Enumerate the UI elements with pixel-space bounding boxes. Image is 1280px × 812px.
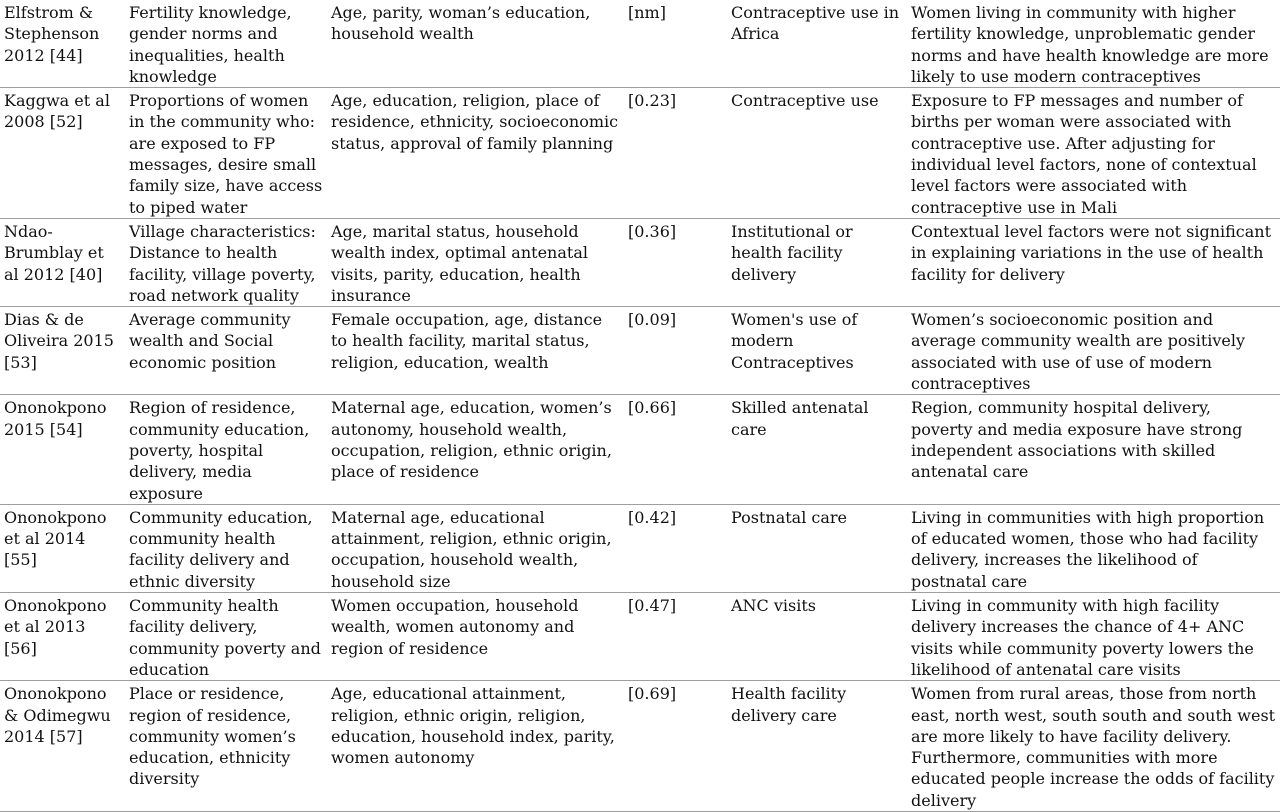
individual-factors-cell: Age, education, religion, place of residence, ethnicity, socioeconomic status, approval of family planning (327, 88, 624, 219)
table-row (0, 0, 1280, 88)
individual-factors-cell: Women occupation, household wealth, women autonomy and region of residence (327, 593, 624, 681)
context-factors-cell: Region of residence, community education, poverty, hospital delivery, media exposure (125, 395, 327, 504)
outcome-cell: Postnatal care (727, 504, 907, 592)
outcome-cell: Contraceptive use in Africa (727, 0, 907, 88)
context-factors-cell: Fertility knowledge, gender norms and inequalities, health knowledge (125, 0, 327, 88)
table-row (0, 593, 1280, 681)
individual-factors-cell: Age, marital status, household wealth index, optimal antenatal visits, parity, education, health insurance (327, 218, 624, 306)
individual-factors-cell: Maternal age, educational attainment, religion, ethnic origin, occupation, household wealth, household size (327, 504, 624, 592)
individual-factors-cell: Age, educational attainment, religion, ethnic origin, religion, education, household index, parity, women autonomy (327, 681, 624, 812)
finding-cell: Region, community hospital delivery, poverty and media exposure have strong independent associations with skilled antenatal care (907, 395, 1280, 504)
icc-cell: [0.23] (624, 88, 727, 219)
table-row (0, 504, 1280, 592)
context-factors-cell: Place or residence, region of residence, community women’s education, ethnicity diversity (125, 681, 327, 812)
study-cell: Dias & de Oliveira 2015 [53] (0, 307, 125, 395)
icc-cell: [0.69] (624, 681, 727, 812)
icc-cell: [0.42] (624, 504, 727, 592)
table-row (0, 307, 1280, 395)
finding-cell: Contextual level factors were not significant in explaining variations in the use of health facility for delivery (907, 218, 1280, 306)
finding-cell: Living in communities with high proportion of educated women, those who had facility delivery, increases the likelihood of postnatal care (907, 504, 1280, 592)
outcome-cell: Health facility delivery care (727, 681, 907, 812)
study-cell: Ononokpono et al 2014 [55] (0, 504, 125, 592)
icc-cell: [0.66] (624, 395, 727, 504)
finding-cell: Women from rural areas, those from north east, north west, south south and south west are more likely to have facility delivery. Furthermore, communities with more educated people increase the odds of facility delivery (907, 681, 1280, 812)
context-factors-cell: Community education, community health facility delivery and ethnic diversity (125, 504, 327, 592)
study-cell: Ononokpono 2015 [54] (0, 395, 125, 504)
table-row (0, 395, 1280, 504)
outcome-cell: Institutional or health facility delivery (727, 218, 907, 306)
icc-cell: [0.47] (624, 593, 727, 681)
individual-factors-cell: Maternal age, education, women’s autonomy, household wealth, occupation, religion, ethnic origin, place of residence (327, 395, 624, 504)
table-row (0, 218, 1280, 306)
outcome-cell: Contraceptive use (727, 88, 907, 219)
outcome-cell: Skilled antenatal care (727, 395, 907, 504)
outcome-cell: Women's use of modern Contraceptives (727, 307, 907, 395)
study-cell: Ononokpono et al 2013 [56] (0, 593, 125, 681)
study-cell: Ndao-Brumblay et al 2012 [40] (0, 218, 125, 306)
icc-cell: [0.36] (624, 218, 727, 306)
finding-cell: Living in community with high facility delivery increases the chance of 4+ ANC visits while community poverty lowers the likelihood of antenatal care visits (907, 593, 1280, 681)
individual-factors-cell: Age, parity, woman’s education, household wealth (327, 0, 624, 88)
icc-cell: [nm] (624, 0, 727, 88)
outcome-cell: ANC visits (727, 593, 907, 681)
study-cell: Kaggwa et al 2008 [52] (0, 88, 125, 219)
context-factors-cell: Average community wealth and Social economic position (125, 307, 327, 395)
table-row (0, 88, 1280, 219)
icc-cell: [0.09] (624, 307, 727, 395)
context-factors-cell: Community health facility delivery, community poverty and education (125, 593, 327, 681)
finding-cell: Women’s socioeconomic position and average community wealth are positively associated with use of use of modern contraceptives (907, 307, 1280, 395)
study-cell: Elfstrom & Stephenson 2012 [44] (0, 0, 125, 88)
context-factors-cell: Proportions of women in the community who: are exposed to FP messages, desire small family size, have access to piped water (125, 88, 327, 219)
context-factors-cell: Village characteristics: Distance to health facility, village poverty, road network quality (125, 218, 327, 306)
individual-factors-cell: Female occupation, age, distance to health facility, marital status, religion, education, wealth (327, 307, 624, 395)
finding-cell: Exposure to FP messages and number of births per woman were associated with contraceptive use. After adjusting for individual level factors, none of contextual level factors were associated with contraceptive use in Mali (907, 88, 1280, 219)
table-row (0, 681, 1280, 812)
finding-cell: Women living in community with higher fertility knowledge, unproblematic gender norms and have health knowledge are more likely to use modern contraceptives (907, 0, 1280, 88)
study-cell: Ononokpono & Odimegwu 2014 [57] (0, 681, 125, 812)
